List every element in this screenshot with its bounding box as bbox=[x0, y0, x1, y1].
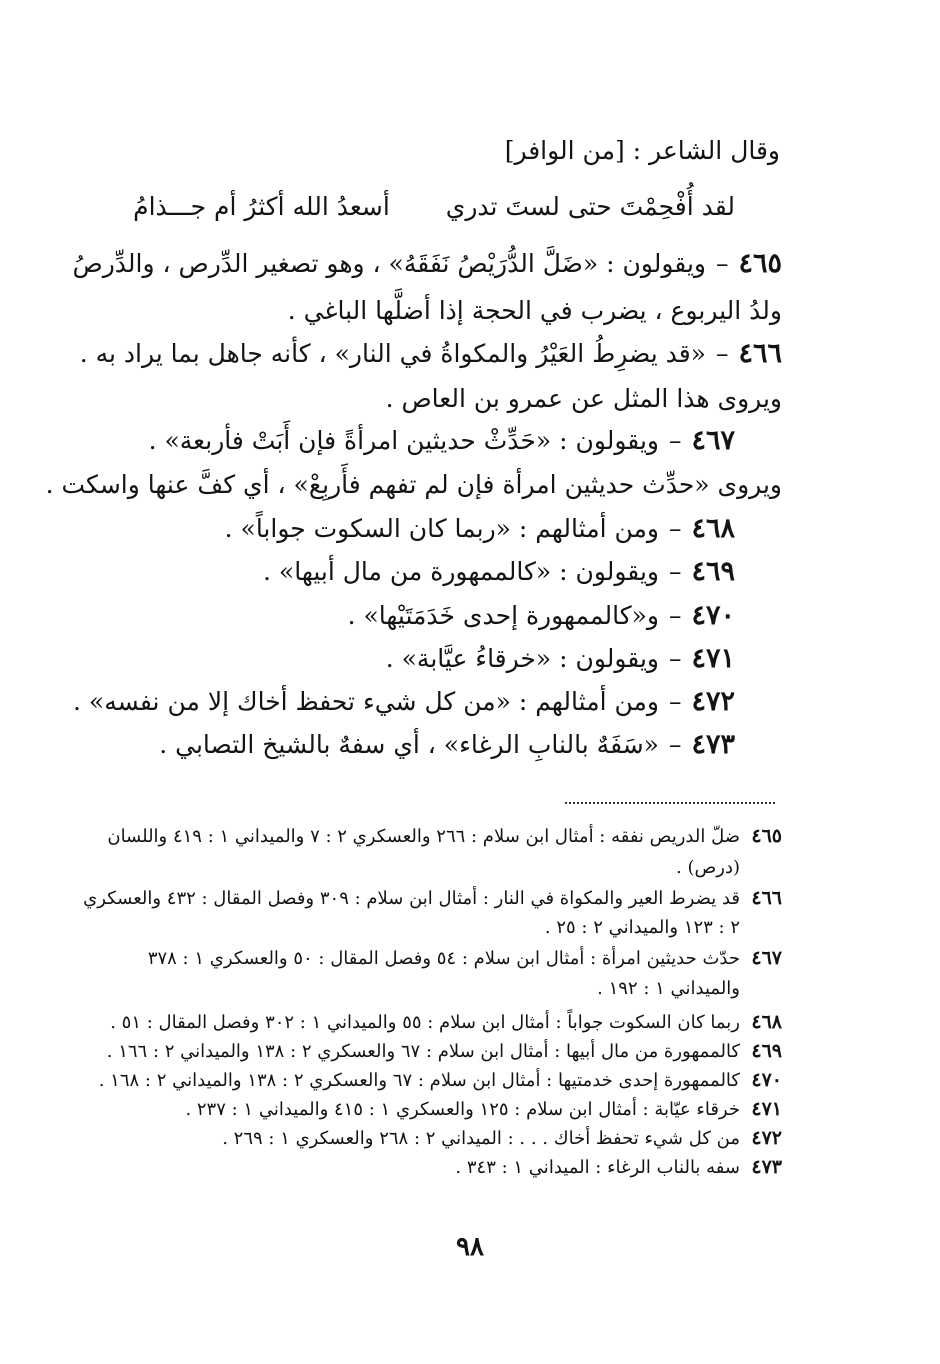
footnote-number: ٤٦٥ bbox=[751, 825, 782, 847]
entry-472: ٤٧٢–ومن أمثالهم : «من كل شيء تحفظ أخاك إلا من نفسه» . bbox=[73, 686, 735, 717]
intro-line: وقال الشاعر : [من الوافر] bbox=[504, 136, 780, 165]
footnote-number: ٤٦٩ bbox=[751, 1040, 782, 1062]
footnote-466-continuation: ٢ : ١٢٣ والميداني ٢ : ٢٥ . bbox=[544, 917, 740, 938]
entry-text: ويقولون : «خرقاءُ عيَّابة» . bbox=[385, 644, 659, 673]
footnote-separator bbox=[565, 802, 775, 804]
entry-text: ويقولون : «كالممهورة من مال أبيها» . bbox=[263, 557, 659, 586]
footnote-text: من كل شيء تحفظ أخاك . . . : الميداني ٢ : ٢٦٨ والعسكري ١ : ٢٦٩ . bbox=[222, 1128, 740, 1149]
entry-466: ٤٦٦–«قد يضرِطُ العَيْرُ والمكواةُ في النار» ، كأنه جاهل بما يراد به . bbox=[79, 338, 782, 369]
footnote-text: ربما كان السكوت جواباً : أمثال ابن سلام : ٥٥ والميداني ١ : ٣٠٢ وفصل المقال : ٥١ . bbox=[110, 1012, 740, 1033]
entry-465: ٤٦٥–ويقولون : «ضَلَّ الدُّرَيْصُ نَفَقَهُ» ، وهو تصغير الدِّرص ، والدِّرصُ bbox=[72, 248, 782, 279]
entry-text: ومن أمثالهم : «من كل شيء تحفظ أخاك إلا من نفسه» . bbox=[73, 687, 659, 716]
entry-468: ٤٦٨–ومن أمثالهم : «ربما كان السكوت جواباً» . bbox=[224, 513, 735, 544]
footnote-465-continuation: (درص) . bbox=[676, 857, 740, 878]
entry-466-continuation: ويروى هذا المثل عن عمرو بن العاص . bbox=[385, 384, 782, 413]
footnote-number: ٤٦٨ bbox=[751, 1011, 782, 1033]
entry-470: ٤٧٠–و«كالممهورة إحدى خَدَمَتَيْها» . bbox=[347, 600, 735, 631]
footnote-text: قد يضرط العير والمكواة في النار : أمثال ابن سلام : ٣٠٩ وفصل المقال : ٤٣٢ والعسكري bbox=[83, 888, 740, 909]
footnote-467-continuation: والميداني ١ : ١٩٢ . bbox=[597, 978, 740, 999]
footnote-number: ٤٧٠ bbox=[751, 1069, 782, 1091]
entry-467: ٤٦٧–ويقولون : «حَدِّثْ حديثين امرأةً فإن أَبَتْ فأربعة» . bbox=[148, 425, 735, 456]
footnote-text: كالممهورة إحدى خدمتيها : أمثال ابن سلام : ٦٧ والعسكري ٢ : ١٣٨ والميداني ٢ : ١٦٨ . bbox=[98, 1070, 740, 1091]
entry-471: ٤٧١–ويقولون : «خرقاءُ عيَّابة» . bbox=[385, 643, 735, 674]
page-number: ٩٨ bbox=[456, 1232, 484, 1262]
footnote-473 bbox=[455, 1153, 782, 1182]
footnote-number: ٤٦٧ bbox=[751, 947, 782, 969]
entry-473: ٤٧٣–«سَفَهٌ بالنابِ الرغاء» ، أي سفهٌ بالشيخ التصابي . bbox=[159, 729, 735, 760]
entry-text: و«كالممهورة إحدى خَدَمَتَيْها» . bbox=[347, 601, 659, 630]
entry-number: ٤٧٢ bbox=[691, 686, 735, 717]
footnote-number: ٤٧١ bbox=[751, 1098, 782, 1120]
entry-number: ٤٦٨ bbox=[691, 513, 735, 544]
entry-text: «سَفَهٌ بالنابِ الرغاء» ، أي سفهٌ بالشيخ التصابي . bbox=[159, 730, 659, 759]
entry-number: ٤٧١ bbox=[691, 643, 735, 674]
footnote-text: حدّث حديثين امرأة : أمثال ابن سلام : ٥٤ وفصل المقال : ٥٠ والعسكري ١ : ٣٧٨ bbox=[147, 948, 740, 969]
entry-465-continuation: ولدُ اليربوع ، يضرب في الحجة إذا أضلَّها الباغي . bbox=[287, 296, 782, 325]
footnote-number: ٤٦٦ bbox=[751, 887, 782, 909]
entry-number: ٤٦٥ bbox=[738, 248, 782, 279]
footnote-467 bbox=[148, 944, 782, 973]
footnote-472 bbox=[222, 1124, 782, 1153]
footnote-text: ضلّ الدريص نفقه : أمثال ابن سلام : ٢٦٦ والعسكري ٢ : ٧ والميداني ١ : ٤١٩ واللسان bbox=[107, 826, 740, 847]
entry-number: ٤٧٣ bbox=[691, 729, 735, 760]
entry-469: ٤٦٩–ويقولون : «كالممهورة من مال أبيها» . bbox=[263, 556, 735, 587]
footnote-465 bbox=[107, 822, 782, 851]
verse-hemistich-second: أسعدُ الله أكثرُ أم جـــذامُ bbox=[133, 192, 390, 221]
entry-text: ويقولون : «ضَلَّ الدُّرَيْصُ نَفَقَهُ» ، وهو تصغير الدِّرص ، والدِّرصُ bbox=[72, 249, 706, 278]
entry-text: ويقولون : «حَدِّثْ حديثين امرأةً فإن أَبَتْ فأربعة» . bbox=[148, 426, 659, 455]
footnote-471 bbox=[185, 1095, 782, 1124]
entry-number: ٤٦٩ bbox=[691, 556, 735, 587]
entry-text: ومن أمثالهم : «ربما كان السكوت جواباً» . bbox=[224, 514, 659, 543]
entry-number: ٤٦٧ bbox=[691, 425, 735, 456]
footnote-466 bbox=[83, 884, 782, 913]
footnote-469 bbox=[107, 1037, 782, 1066]
footnote-text: خرقاء عيّابة : أمثال ابن سلام : ١٢٥ والعسكري ١ : ٤١٥ والميداني ١ : ٢٣٧ . bbox=[185, 1099, 740, 1120]
entry-number: ٤٧٠ bbox=[691, 600, 735, 631]
footnote-number: ٤٧٣ bbox=[751, 1156, 782, 1178]
entry-text: «قد يضرِطُ العَيْرُ والمكواةُ في النار» ، كأنه جاهل بما يراد به . bbox=[79, 339, 706, 368]
footnote-text: كالممهورة من مال أبيها : أمثال ابن سلام : ٦٧ والعسكري ٢ : ١٣٨ والميداني ٢ : ١٦٦ . bbox=[106, 1041, 740, 1062]
verse-hemistich-first: لقد أُفْحِمْتَ حتى لستَ تدري bbox=[445, 192, 735, 221]
entry-number: ٤٦٦ bbox=[738, 338, 782, 369]
footnote-468 bbox=[110, 1008, 782, 1037]
entry-467-continuation: ويروى «حدِّث حديثين امرأة فإن لم تفهم فأَربِعْ» ، أي كفَّ عنها واسكت . bbox=[45, 470, 782, 499]
footnote-number: ٤٧٢ bbox=[751, 1127, 782, 1149]
footnote-470 bbox=[99, 1066, 782, 1095]
footnote-text: سفه بالناب الرغاء : الميداني ١ : ٣٤٣ . bbox=[455, 1157, 740, 1178]
poem-verse bbox=[133, 186, 735, 228]
